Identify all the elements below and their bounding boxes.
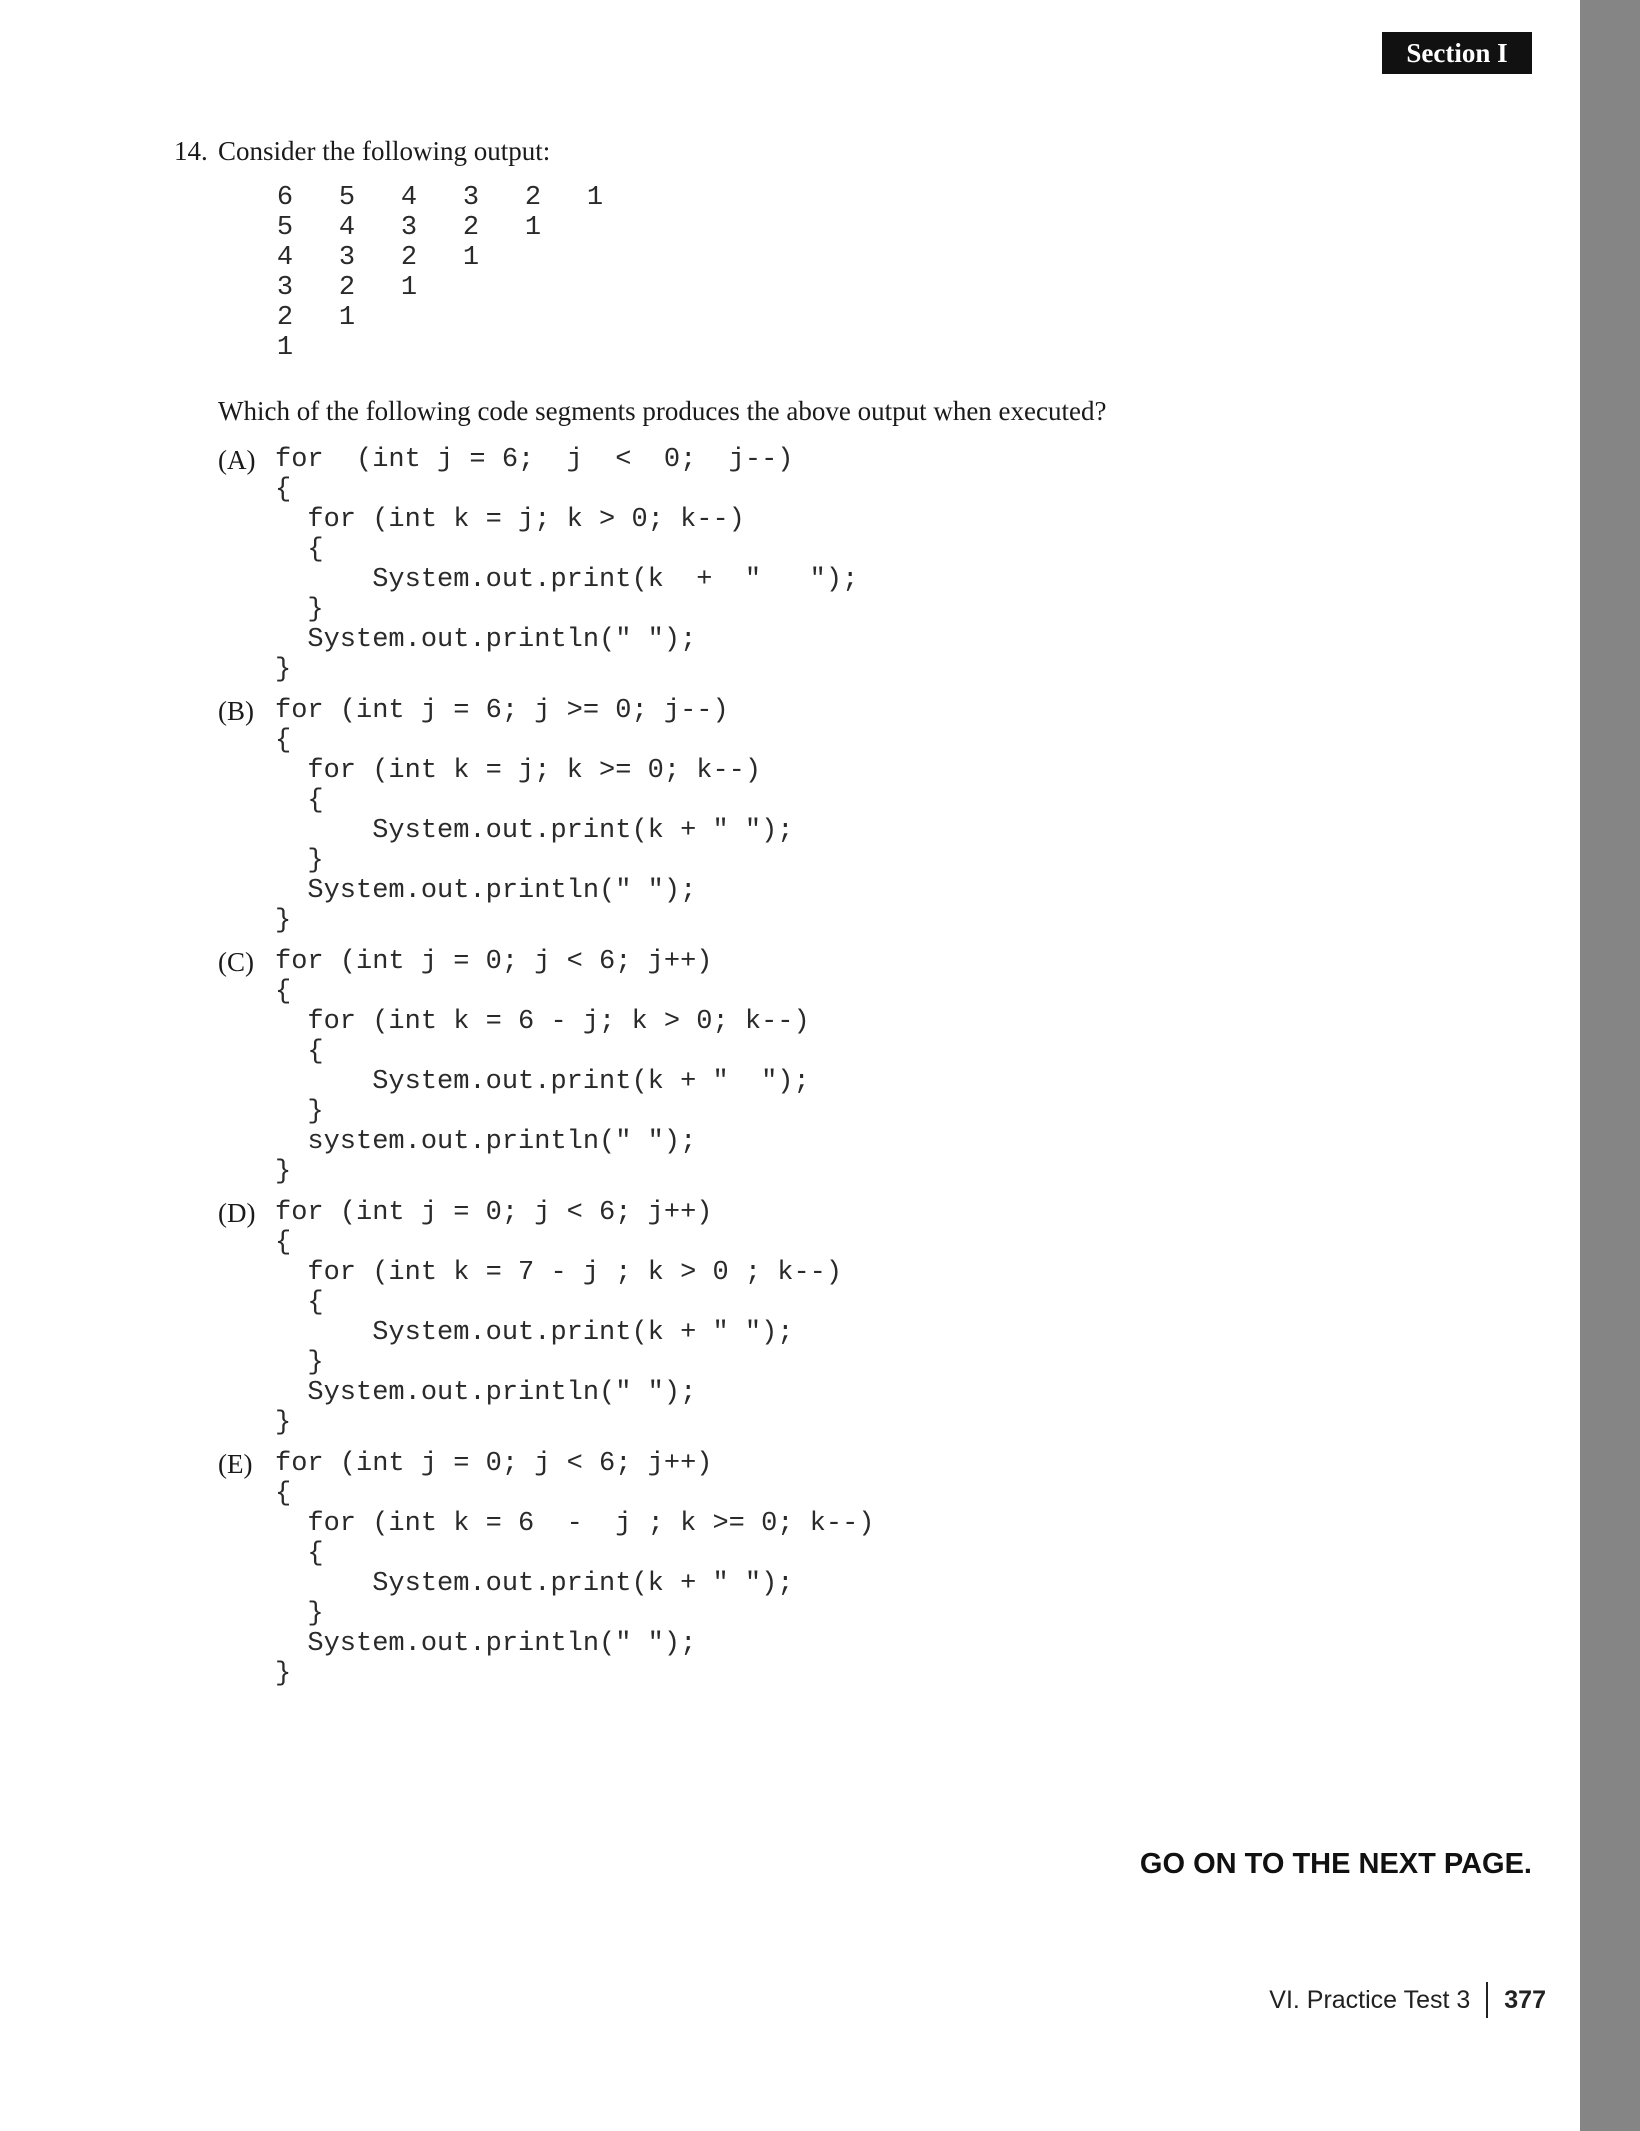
code-line: { bbox=[275, 786, 324, 816]
output-value: 2 bbox=[276, 303, 294, 333]
page-footer bbox=[1269, 1982, 1546, 2018]
code-line: System.out.print(k + " "); bbox=[275, 565, 859, 595]
code-line: System.out.print(k + " "); bbox=[275, 1318, 794, 1348]
code-line: } bbox=[275, 1659, 292, 1689]
output-value: 4 bbox=[338, 213, 356, 243]
code-line: } bbox=[275, 595, 324, 625]
output-value: 2 bbox=[462, 213, 480, 243]
code-line: } bbox=[275, 906, 292, 936]
choice-label: (C) bbox=[218, 947, 254, 977]
output-value: 4 bbox=[276, 243, 294, 273]
code-line: for (int k = 7 - j ; k > 0 ; k--) bbox=[275, 1258, 843, 1288]
code-line: for (int k = 6 - j; k > 0; k--) bbox=[275, 1007, 810, 1037]
code-line: { bbox=[275, 1228, 292, 1258]
code-line: System.out.println(" "); bbox=[275, 1629, 697, 1659]
code-line: } bbox=[275, 1097, 324, 1127]
code-line: { bbox=[275, 726, 292, 756]
output-value: 1 bbox=[462, 243, 480, 273]
code-line: for (int j = 6; j >= 0; j--) bbox=[275, 696, 729, 726]
code-line: for (int j = 0; j < 6; j++) bbox=[275, 1449, 713, 1479]
output-value: 3 bbox=[400, 213, 418, 243]
output-value: 6 bbox=[276, 183, 294, 213]
footer-part-label: VI. Practice Test 3 bbox=[1269, 1985, 1471, 2014]
code-line: { bbox=[275, 535, 324, 565]
code-line: } bbox=[275, 1348, 324, 1378]
code-line: } bbox=[275, 1599, 324, 1629]
code-line: { bbox=[275, 475, 292, 505]
section-badge: Section I bbox=[1382, 32, 1532, 74]
code-line: System.out.println(" "); bbox=[275, 625, 697, 655]
code-line: System.out.print(k + " "); bbox=[275, 1067, 810, 1097]
code-line: for (int j = 0; j < 6; j++) bbox=[275, 947, 713, 977]
question-intro: Consider the following output: bbox=[218, 136, 551, 166]
go-on-notice: GO ON TO THE NEXT PAGE. bbox=[1139, 1848, 1532, 1880]
output-value: 4 bbox=[400, 183, 418, 213]
choice-label: (B) bbox=[218, 696, 254, 726]
footer-divider bbox=[1486, 1982, 1488, 2018]
output-value: 1 bbox=[400, 273, 418, 303]
code-line: System.out.println(" "); bbox=[275, 1378, 697, 1408]
code-line: system.out.println(" "); bbox=[275, 1127, 697, 1157]
output-value: 3 bbox=[338, 243, 356, 273]
choice-label: (E) bbox=[218, 1449, 253, 1479]
output-value: 1 bbox=[276, 333, 294, 363]
question-number: 14. bbox=[174, 136, 208, 166]
code-line: } bbox=[275, 1157, 292, 1187]
code-line: for (int k = 6 - j ; k >= 0; k--) bbox=[275, 1509, 875, 1539]
code-line: for (int k = j; k >= 0; k--) bbox=[275, 756, 762, 786]
output-value: 2 bbox=[338, 273, 356, 303]
side-tab-bar bbox=[1580, 0, 1640, 2131]
output-value: 5 bbox=[276, 213, 294, 243]
output-value: 2 bbox=[400, 243, 418, 273]
code-line: { bbox=[275, 1539, 324, 1569]
output-value: 3 bbox=[276, 273, 294, 303]
output-value: 1 bbox=[338, 303, 356, 333]
code-line: System.out.print(k + " "); bbox=[275, 1569, 794, 1599]
code-line: { bbox=[275, 977, 292, 1007]
output-value: 1 bbox=[586, 183, 604, 213]
code-line: for (int j = 6; j < 0; j--) bbox=[275, 445, 794, 475]
code-line: System.out.print(k + " "); bbox=[275, 816, 794, 846]
output-value: 5 bbox=[338, 183, 356, 213]
output-value: 2 bbox=[524, 183, 542, 213]
code-line: } bbox=[275, 1408, 292, 1438]
choice-label: (A) bbox=[218, 445, 256, 475]
code-line: } bbox=[275, 846, 324, 876]
code-line: { bbox=[275, 1037, 324, 1067]
code-line: } bbox=[275, 655, 292, 685]
output-value: 3 bbox=[462, 183, 480, 213]
output-value: 1 bbox=[524, 213, 542, 243]
question-prompt: Which of the following code segments produces the above output when executed? bbox=[218, 396, 1107, 426]
code-line: for (int k = j; k > 0; k--) bbox=[275, 505, 745, 535]
code-line: { bbox=[275, 1479, 292, 1509]
code-line: for (int j = 0; j < 6; j++) bbox=[275, 1198, 713, 1228]
code-line: System.out.println(" "); bbox=[275, 876, 697, 906]
code-line: { bbox=[275, 1288, 324, 1318]
page-number: 377 bbox=[1504, 1985, 1546, 2014]
choice-label: (D) bbox=[218, 1198, 256, 1228]
